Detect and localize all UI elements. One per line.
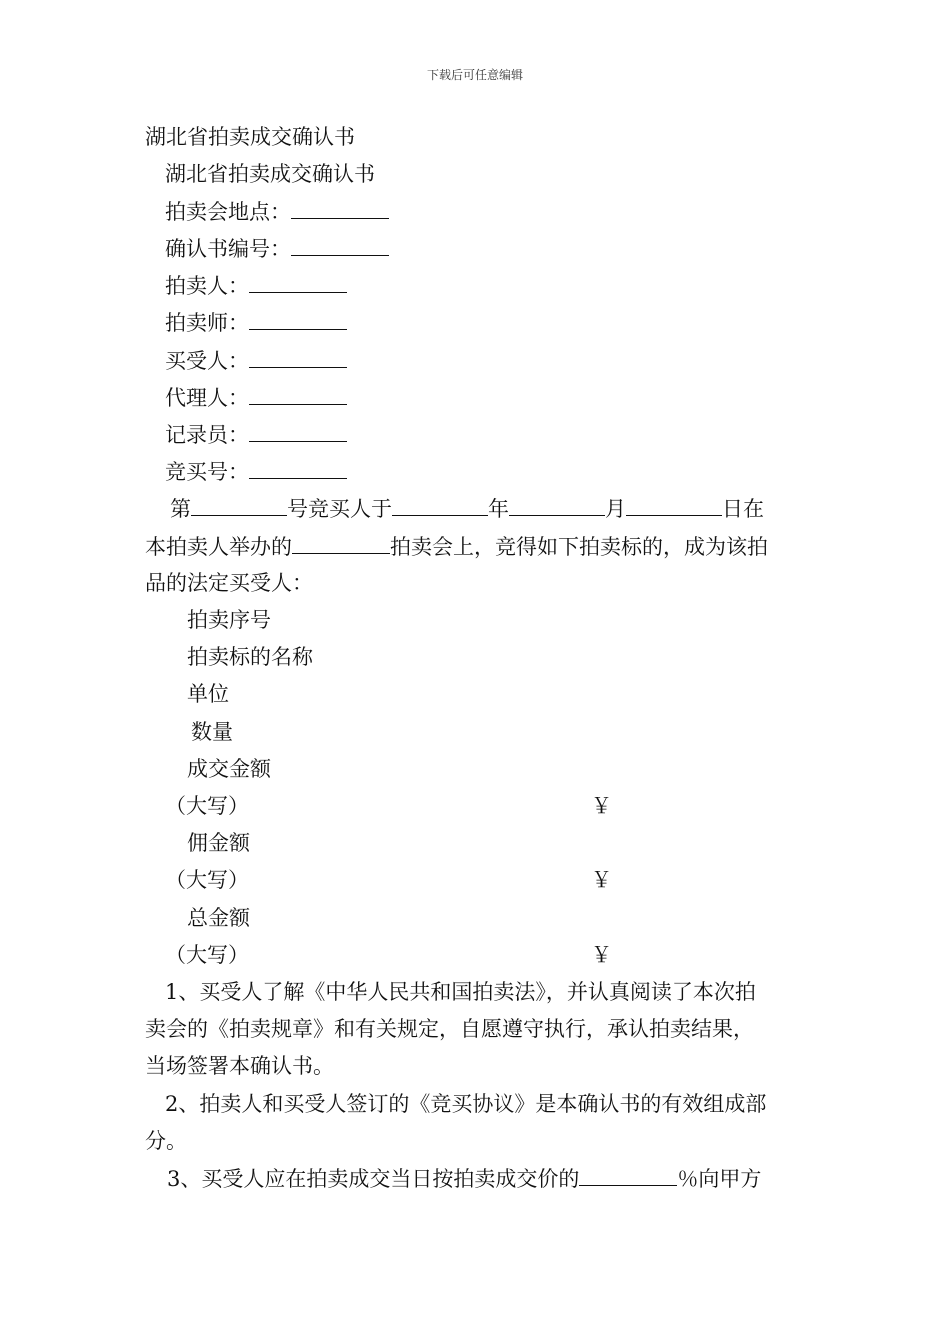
field-label: 买受人：: [165, 349, 249, 373]
blank-line: [249, 345, 347, 368]
field-auctioneer: [165, 307, 347, 338]
blank-line: [626, 493, 722, 516]
field-recorder: [165, 419, 347, 450]
field-label: 拍卖会地点：: [165, 200, 291, 224]
document-title: 湖北省拍卖成交确认书: [145, 125, 355, 149]
yuan-symbol-1: ￥: [591, 794, 612, 818]
blank-line: [292, 531, 390, 554]
field-label: 竞买号：: [165, 460, 249, 484]
table-total-label: 总金额: [187, 906, 250, 930]
yuan-symbol-2: ￥: [591, 868, 612, 892]
sentence-part: 日在: [722, 497, 764, 521]
field-label: 确认书编号：: [165, 237, 291, 261]
field-confirmation-number: [165, 233, 389, 264]
clause-1-line-3: 当场签署本确认书。: [145, 1054, 334, 1078]
blank-line: [249, 270, 347, 293]
clause-3-line-1: [167, 1163, 761, 1194]
sentence-part: 月: [605, 497, 626, 521]
header-note: 下载后可任意编辑: [426, 68, 523, 82]
clause-2-line-1: 2、拍卖人和买受人签订的《竞买协议》是本确认书的有效组成部: [165, 1092, 767, 1116]
blank-line: [291, 196, 389, 219]
blank-line: [191, 493, 287, 516]
blank-line: [249, 419, 347, 442]
field-auctioneer-company: [165, 270, 347, 301]
sentence-part: 本拍卖人举办的: [145, 535, 292, 559]
sentence-line-1: [170, 493, 764, 524]
sentence-part: 年: [488, 497, 509, 521]
sentence-part: 第: [170, 497, 191, 521]
field-bid-number: [165, 456, 347, 487]
table-upper-case-1: （大写）: [165, 794, 249, 818]
table-upper-case-2: （大写）: [165, 868, 249, 892]
blank-line: [509, 493, 605, 516]
table-qty-label: 数量: [191, 720, 233, 744]
field-auction-location: [165, 196, 389, 227]
table-unit-label: 单位: [187, 682, 229, 706]
field-label: 拍卖人：: [165, 274, 249, 298]
clause-part: 3、买受人应在拍卖成交当日按拍卖成交价的: [167, 1167, 580, 1191]
blank-line: [249, 382, 347, 405]
clause-1-line-2: 卖会的《拍卖规章》和有关规定，自愿遵守执行，承认拍卖结果，: [145, 1017, 754, 1041]
sentence-line-2: [145, 531, 768, 562]
table-seq-label: 拍卖序号: [187, 608, 271, 632]
clause-1-line-1: 1、买受人了解《中华人民共和国拍卖法》，并认真阅读了本次拍: [165, 980, 756, 1004]
blank-line: [579, 1163, 677, 1186]
field-buyer: [165, 345, 347, 376]
blank-line: [291, 233, 389, 256]
field-label: 代理人：: [165, 386, 249, 410]
blank-line: [249, 456, 347, 479]
sentence-line-3: 品的法定买受人：: [145, 571, 313, 595]
yuan-symbol-3: ￥: [591, 943, 612, 967]
blank-line: [392, 493, 488, 516]
blank-line: [249, 307, 347, 330]
table-deal-amount-label: 成交金额: [187, 757, 271, 781]
field-label: 拍卖师：: [165, 311, 249, 335]
field-agent: [165, 382, 347, 413]
table-commission-label: 佣金额: [187, 831, 250, 855]
document-subtitle: 湖北省拍卖成交确认书: [165, 162, 375, 186]
field-label: 记录员：: [165, 423, 249, 447]
clause-part: ％向甲方: [677, 1167, 762, 1191]
clause-2-line-2: 分。: [145, 1129, 187, 1153]
table-upper-case-3: （大写）: [165, 943, 249, 967]
sentence-part: 号竞买人于: [287, 497, 392, 521]
table-name-label: 拍卖标的名称: [187, 645, 313, 669]
sentence-part: 拍卖会上，竞得如下拍卖标的，成为该拍: [390, 535, 768, 559]
